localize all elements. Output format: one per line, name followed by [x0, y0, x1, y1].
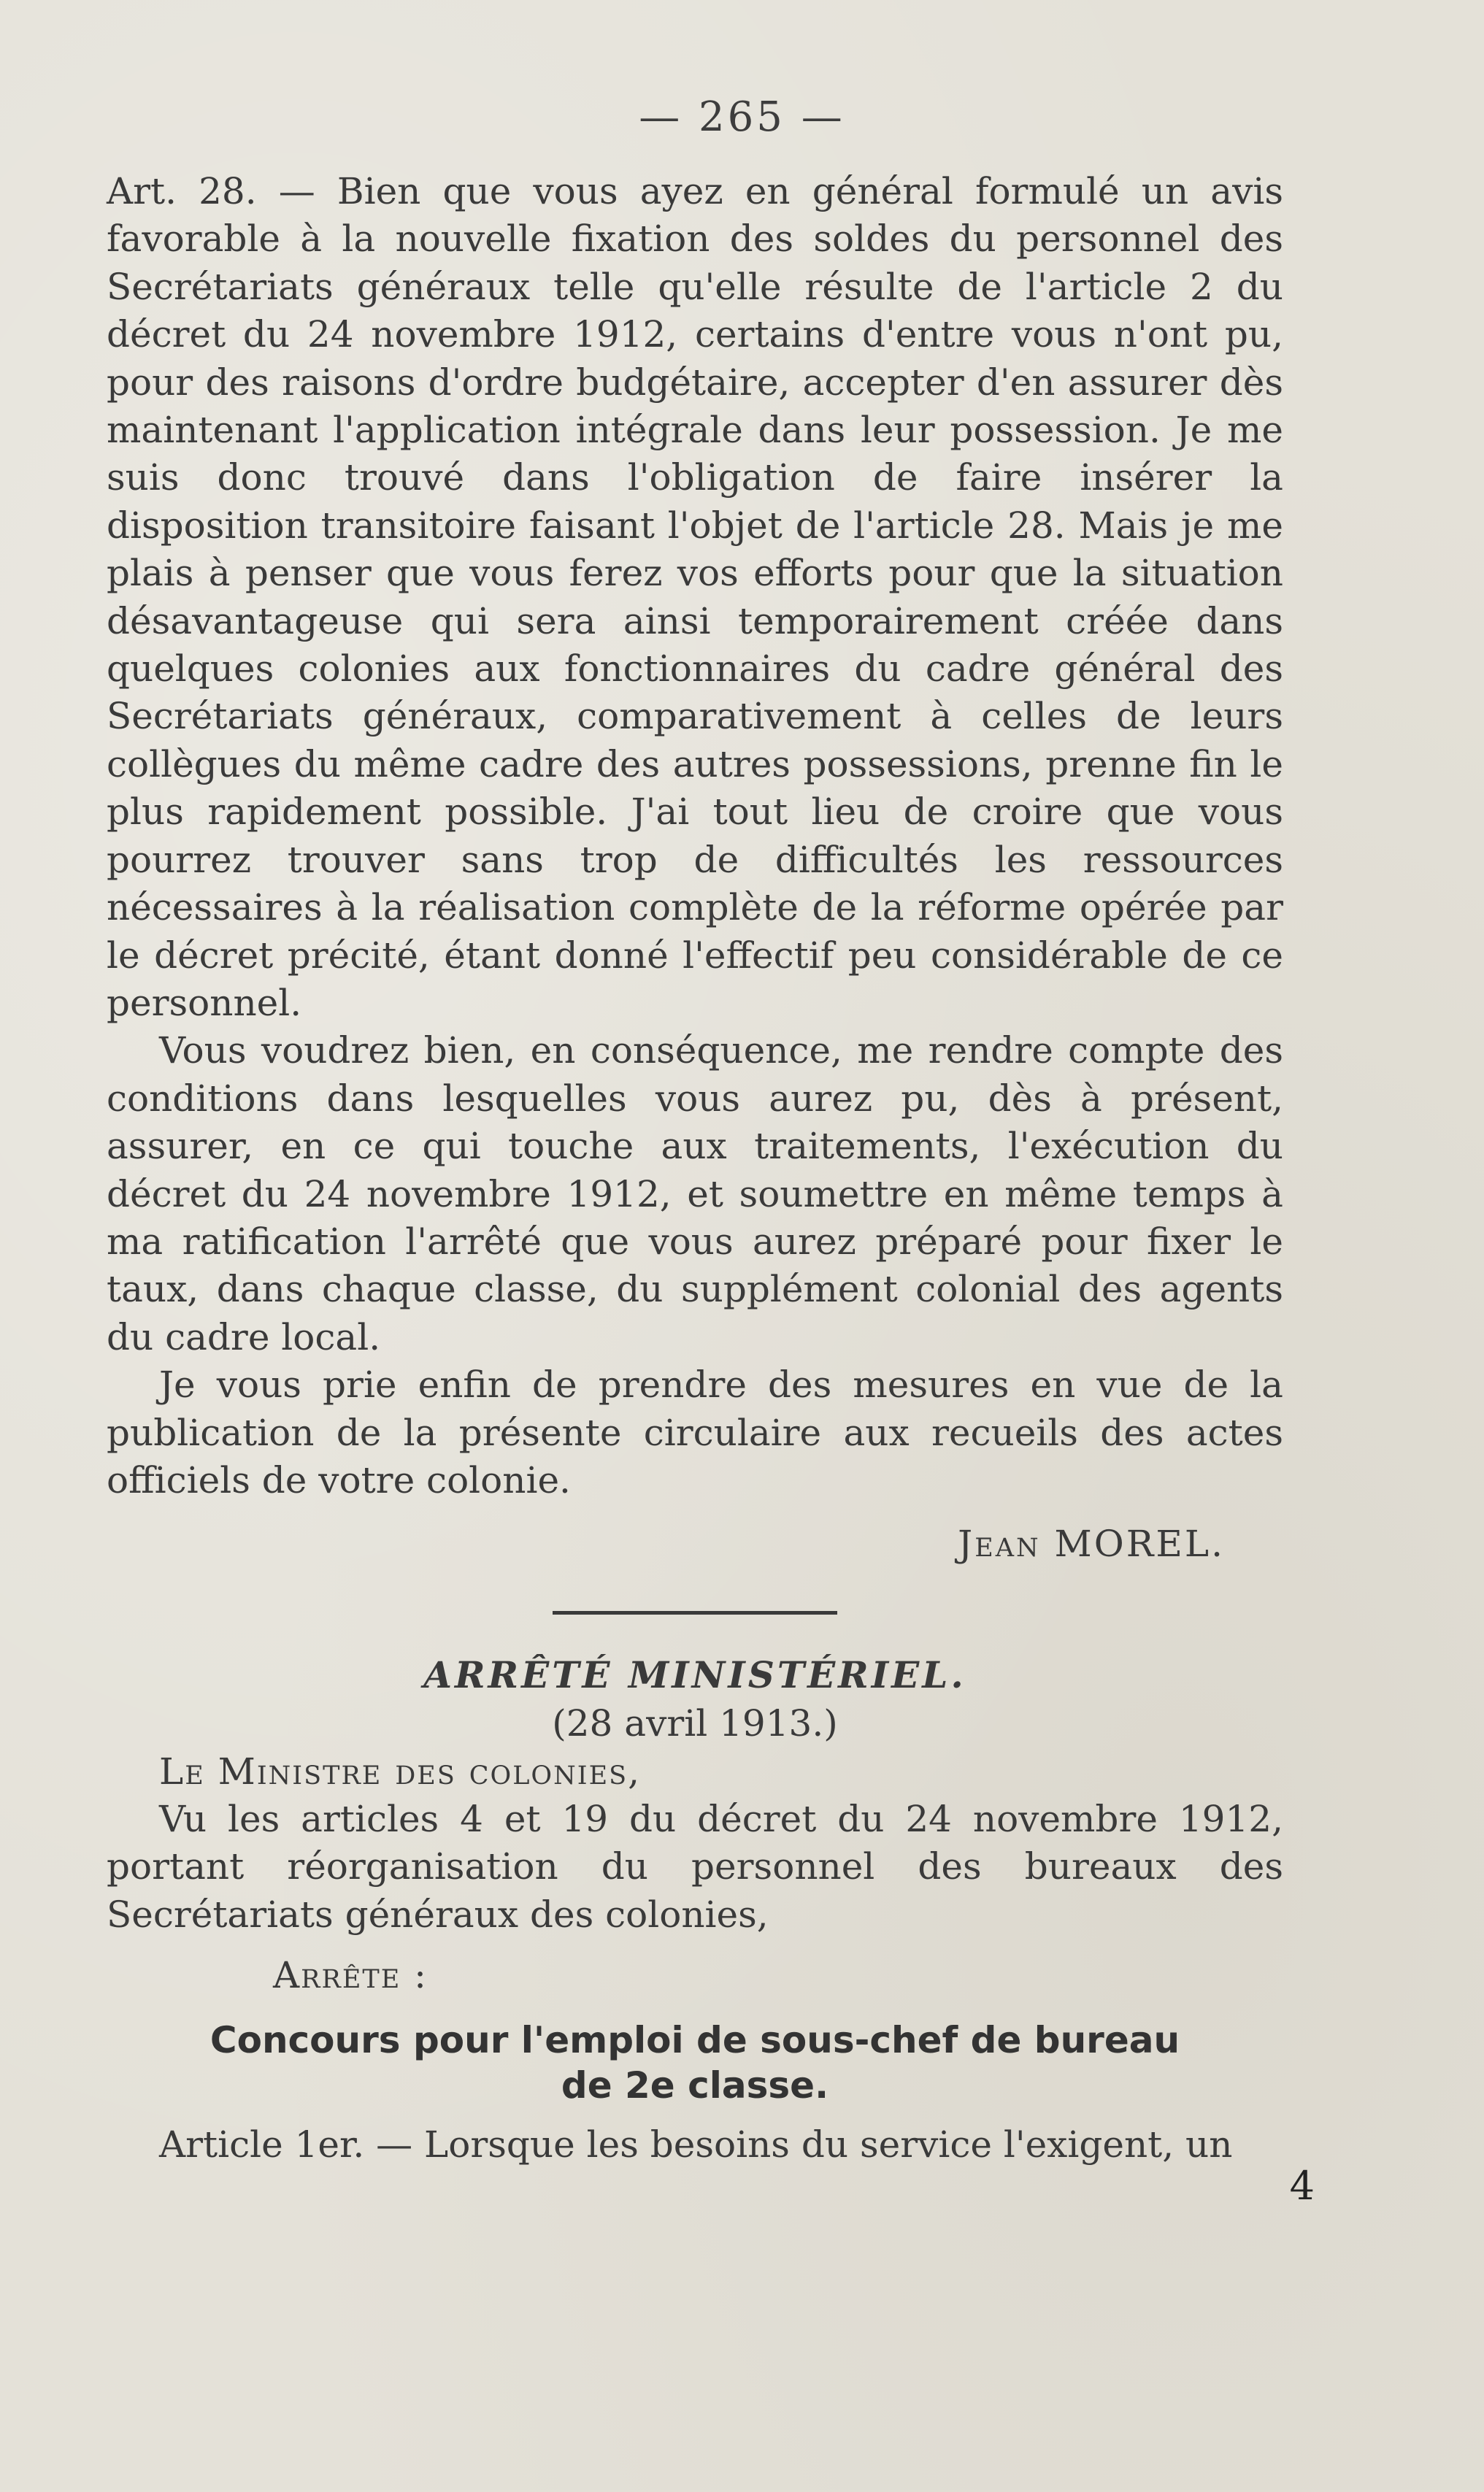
article-1-start: Article 1er. — Lorsque les besoins du service l'exigent, un — [159, 2123, 1233, 2166]
arrete-date: (28 avril 1913.) — [552, 1702, 838, 1745]
section-heading-line-1: Concours pour l'emploi de sous-chef de bureau — [209, 2018, 1180, 2061]
section-divider — [553, 1611, 837, 1615]
page-number: — 265 — — [639, 93, 845, 141]
paragraph-report-request: Vous voudrez bien, en conséquence, me rendre compte des conditions dans lesquelles vous aurez pu, dès à présent, assurer, en ce qui touche aux traitements, l'exécution du décret du 24 novembre 1912, et soumettre en même temps à ma ratification l'arrêté que vous aurez préparé pour fixer le taux, dans chaque classe, du supplément colonial des agents du cadre local. — [107, 1029, 1283, 1358]
arrete-word: Arrête : — [273, 1954, 428, 1997]
signature: Jean MOREL. — [958, 1523, 1225, 1566]
arrete-title: ARRÊTÉ MINISTÉRIEL. — [423, 1653, 966, 1696]
text-body — [107, 168, 1283, 2169]
paragraph-article-28: Art. 28. — Bien que vous ayez en général formulé un avis favorable à la nouvelle fixation des soldes du personnel des Secrétariats généraux telle qu'elle résulte de l'article 2 du décret du 24 novembre 1912, certains d'entre vous n'ont pu, pour des raisons d'ordre budgétaire, accepter d'en assurer dès maintenant l'application intégrale dans leur possession. Je me suis donc trouvé dans l'obligation de faire insérer la disposition transitoire faisant l'objet de l'article 28. Mais je me plais à penser que vous ferez vos efforts pour que la situation désavantageuse qui sera ainsi temporairement créée dans quelques colonies aux fonctionnaires du cadre général des Secrétariats généraux, comparativement à celles de leurs collègues du même cadre des autres possessions, prenne fin le plus rapidement possible. J'ai tout lieu de croire que vous pourrez trouver sans trop de difficultés les ressources nécessaires à la réalisation complète de la réforme opérée par le décret précité, étant donné l'effectif peu considérable de ce personnel. — [107, 170, 1283, 1024]
section-heading-line-2: de 2e classe. — [561, 2064, 829, 2107]
corner-mark: 4 — [1289, 2163, 1315, 2209]
considering-paragraph: Vu les articles 4 et 19 du décret du 24 novembre 1912, portant réorganisation du personnel des bureaux des Secrétariats généraux des colonies, — [107, 1798, 1283, 1936]
paragraph-publication: Je vous prie enfin de prendre des mesures en vue de la publication de la présente circulaire aux recueils des actes officiels de votre colonie. — [107, 1364, 1283, 1501]
minister-line: Le Ministre des colonies, — [159, 1750, 641, 1793]
